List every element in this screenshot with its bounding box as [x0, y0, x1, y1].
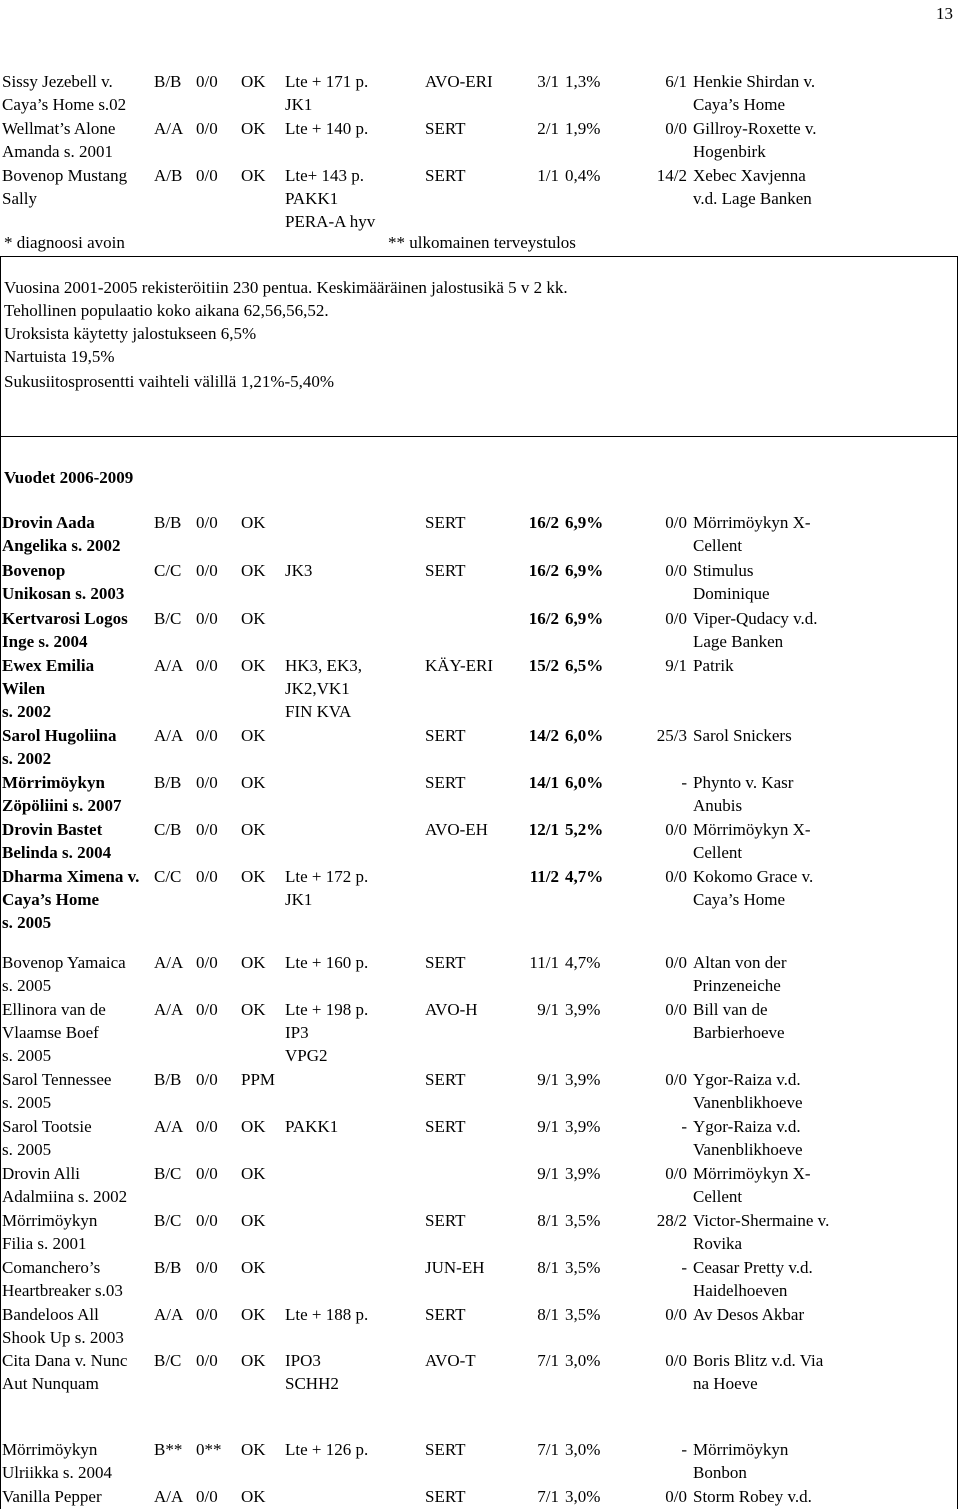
- cell-hips: B/B: [154, 1070, 182, 1089]
- table-row: [0, 70, 958, 117]
- cell-title: SERT: [425, 773, 466, 792]
- cell-eyes: OK: [241, 1351, 266, 1370]
- cell-litter: 0/0: [665, 561, 687, 580]
- cell-sire: Stimulus Dominique: [693, 561, 770, 603]
- table-row: [0, 951, 958, 998]
- table-row: [0, 1349, 958, 1419]
- cell-coi: 0,4%: [565, 166, 601, 185]
- cell-sire: Boris Blitz v.d. Via na Hoeve: [693, 1351, 824, 1393]
- cell-elbows: 0/0: [196, 1351, 218, 1370]
- cell-name: Sarol Tennessee s. 2005: [2, 1070, 112, 1112]
- cell-hips: A/A: [154, 1000, 184, 1019]
- cell-sire: Altan von der Prinzeneiche: [693, 953, 787, 995]
- cell-other: [283, 818, 423, 865]
- summary-rule-right: [957, 256, 958, 436]
- cell-elbows: 0/0: [196, 1164, 218, 1183]
- cell-offspring: 9/1: [537, 1070, 559, 1089]
- section-heading: Vuodet 2006-2009: [4, 468, 134, 487]
- cell-litter: 0/0: [665, 513, 687, 532]
- cell-eyes: OK: [241, 1258, 266, 1277]
- summary-line-1: Vuosina 2001-2005 rekisteröitiin 230 pentua. Keskimääräinen jalostusikä 5 v 2 kk.: [4, 278, 568, 297]
- cell-sire: Mörrimöykyn X- Cellent: [693, 1164, 811, 1206]
- heading-rule-top: [0, 436, 958, 437]
- cell-litter: 6/1: [665, 72, 687, 91]
- cell-other: PAKK1: [285, 1117, 339, 1136]
- cell-sire: Ygor-Raiza v.d. Vanenblikhoeve: [693, 1070, 803, 1112]
- summary-line-2: Tehollinen populaatio koko aikana 62,56,56,52.: [4, 301, 329, 320]
- cell-coi: 4,7%: [565, 867, 604, 886]
- cell-title: SERT: [425, 1070, 466, 1089]
- cell-offspring: 11/1: [529, 953, 559, 972]
- cell-other: Lte + 172 p. JK1: [285, 867, 369, 909]
- cell-litter: -: [681, 1258, 687, 1277]
- cell-coi: 3,5%: [565, 1258, 601, 1277]
- cell-coi: 4,7%: [565, 953, 601, 972]
- cell-litter: -: [681, 773, 687, 792]
- cell-eyes: OK: [241, 1305, 266, 1324]
- cell-coi: 3,9%: [565, 1164, 601, 1183]
- cell-hips: C/C: [154, 561, 182, 580]
- cell-name: Sissy Jezebell v. Caya’s Home s.02: [2, 72, 127, 114]
- cell-elbows: 0/0: [196, 656, 218, 675]
- cell-name: Drovin Aada Angelika s. 2002: [2, 513, 121, 555]
- cell-litter: 25/3: [656, 726, 687, 745]
- cell-title: [423, 607, 511, 654]
- footnote-right: ** ulkomainen terveystulos: [388, 233, 576, 252]
- cell-name: Sarol Hugoliina s. 2002: [2, 726, 117, 768]
- table-row: [0, 771, 958, 818]
- summary-line-3: Uroksista käytetty jalostukseen 6,5%: [4, 324, 257, 343]
- cell-hips: B/B: [154, 1258, 182, 1277]
- cell-sire: Victor-Shermaine v. Rovika: [693, 1211, 830, 1253]
- cell-eyes: OK: [241, 1211, 266, 1230]
- cell-litter: -: [681, 1117, 687, 1136]
- cell-sire: Mörrimöykyn X- Cellent: [693, 820, 811, 862]
- cell-coi: 3,9%: [565, 1117, 601, 1136]
- cell-title: [423, 865, 511, 935]
- cell-litter: 0/0: [665, 953, 687, 972]
- cell-elbows: 0/0: [196, 1211, 218, 1230]
- footnote-left: * diagnoosi avoin: [4, 233, 125, 252]
- cell-hips: C/B: [154, 820, 182, 839]
- table-row: [0, 998, 958, 1068]
- cell-other: [283, 1485, 423, 1508]
- cell-name: Bovenop Yamaica s. 2005: [2, 953, 126, 995]
- cell-offspring: 1/1: [537, 166, 559, 185]
- cell-elbows: 0/0: [196, 1487, 218, 1506]
- cell-coi: 3,0%: [565, 1440, 601, 1459]
- cell-other: Lte + 160 p.: [285, 953, 369, 972]
- summary-rule-left: [0, 256, 1, 436]
- cell-hips: A/B: [154, 166, 183, 185]
- cell-name: Kertvarosi Logos Inge s. 2004: [2, 609, 128, 651]
- cell-other: [283, 511, 423, 559]
- cell-other: Lte + 188 p.: [285, 1305, 369, 1324]
- cell-sire: Av Desos Akbar: [693, 1305, 805, 1324]
- cell-offspring: 7/1: [537, 1487, 559, 1506]
- cell-title: SERT: [425, 1211, 466, 1230]
- cell-elbows: 0/0: [196, 119, 218, 138]
- cell-sire: Gillroy-Roxette v. Hogenbirk: [693, 119, 817, 161]
- table-row: [0, 1209, 958, 1256]
- cell-eyes: OK: [241, 561, 266, 580]
- cell-coi: 3,0%: [565, 1487, 601, 1506]
- table-row: [0, 654, 958, 724]
- cell-sire: Ceasar Pretty v.d. Haidelhoeven: [693, 1258, 813, 1300]
- cell-coi: 6,0%: [565, 773, 604, 792]
- cell-hips: A/A: [154, 119, 184, 138]
- table-row: [0, 1485, 958, 1508]
- cell-litter: 0/0: [665, 1000, 687, 1019]
- cell-coi: 3,0%: [565, 1351, 601, 1370]
- cell-coi: 3,5%: [565, 1211, 601, 1230]
- cell-name: Bovenop Mustang Sally: [2, 166, 128, 208]
- cell-elbows: 0/0: [196, 820, 218, 839]
- cell-other: JK3: [285, 561, 313, 580]
- cell-eyes: OK: [241, 1117, 266, 1136]
- cell-elbows: 0**: [196, 1440, 222, 1459]
- cell-eyes: OK: [241, 1487, 266, 1506]
- cell-eyes: OK: [241, 609, 266, 628]
- cell-hips: B/B: [154, 513, 182, 532]
- cell-name: Ewex Emilia Wilen s. 2002: [2, 656, 95, 721]
- cell-offspring: 14/1: [528, 773, 559, 792]
- cell-name: Bandeloos All Shook Up s. 2003: [2, 1305, 124, 1347]
- cell-hips: B**: [154, 1440, 183, 1459]
- cell-name: Dharma Ximena v. Caya’s Home s. 2005: [2, 867, 140, 932]
- cell-offspring: 16/2: [528, 609, 559, 628]
- cell-eyes: OK: [241, 820, 266, 839]
- cell-other: [283, 607, 423, 654]
- cell-name: Drovin Bastet Belinda s. 2004: [2, 820, 112, 862]
- cell-eyes: OK: [241, 119, 266, 138]
- cell-offspring: 7/1: [537, 1440, 559, 1459]
- cell-coi: 1,3%: [565, 72, 601, 91]
- cell-litter: 9/1: [665, 656, 687, 675]
- table-row: [0, 1438, 958, 1485]
- cell-offspring: 3/1: [537, 72, 559, 91]
- cell-title: SERT: [425, 1487, 466, 1506]
- cell-hips: B/B: [154, 72, 182, 91]
- cell-elbows: 0/0: [196, 953, 218, 972]
- cell-title: SERT: [425, 1117, 466, 1136]
- cell-hips: B/C: [154, 1351, 182, 1370]
- cell-elbows: 0/0: [196, 1000, 218, 1019]
- summary-line-4: Nartuista 19,5%: [4, 347, 115, 366]
- cell-elbows: 0/0: [196, 72, 218, 91]
- table-row: [0, 164, 958, 233]
- cell-eyes: OK: [241, 953, 266, 972]
- cell-other: Lte + 198 p. IP3 VPG2: [285, 1000, 369, 1065]
- cell-sire: Sarol Snickers: [693, 726, 792, 745]
- cell-sire: Xebec Xavjenna v.d. Lage Banken: [693, 166, 812, 208]
- cell-eyes: OK: [241, 1000, 266, 1019]
- cell-other: [283, 1256, 423, 1303]
- cell-title: AVO-ERI: [425, 72, 493, 91]
- table-row: [0, 1068, 958, 1115]
- cell-coi: 6,9%: [565, 609, 604, 628]
- cell-name: Bovenop Unikosan s. 2003: [2, 561, 125, 603]
- cell-coi: 3,9%: [565, 1070, 601, 1089]
- cell-offspring: 8/1: [537, 1211, 559, 1230]
- table-row: [0, 511, 958, 559]
- cell-eyes: OK: [241, 72, 266, 91]
- cell-elbows: 0/0: [196, 867, 218, 886]
- cell-title: SERT: [425, 561, 466, 580]
- cell-title: SERT: [425, 119, 466, 138]
- cell-litter: -: [681, 1440, 687, 1459]
- cell-eyes: OK: [241, 726, 266, 745]
- cell-other: [283, 1162, 423, 1209]
- cell-offspring: 9/1: [537, 1000, 559, 1019]
- summary-line-5: Sukusiitosprosentti vaihteli välillä 1,21%-5,40%: [4, 372, 335, 391]
- cell-eyes: OK: [241, 513, 266, 532]
- cell-sire: Mörrimöykyn X- Cellent: [693, 513, 811, 555]
- cell-other: Lte + 126 p.: [285, 1440, 369, 1459]
- cell-title: SERT: [425, 166, 466, 185]
- cell-title: SERT: [425, 953, 466, 972]
- cell-elbows: 0/0: [196, 609, 218, 628]
- table-row: [0, 1115, 958, 1162]
- table-row: [0, 1303, 958, 1349]
- cell-litter: 28/2: [656, 1211, 687, 1230]
- cell-litter: 0/0: [665, 1305, 687, 1324]
- cell-eyes: OK: [241, 1164, 266, 1183]
- cell-title: AVO-EH: [425, 820, 488, 839]
- cell-hips: A/A: [154, 726, 184, 745]
- cell-hips: B/C: [154, 1211, 182, 1230]
- cell-title: [423, 1162, 511, 1209]
- cell-title: AVO-H: [425, 1000, 478, 1019]
- cell-litter: 0/0: [665, 867, 687, 886]
- cell-hips: A/A: [154, 656, 184, 675]
- cell-elbows: 0/0: [196, 1117, 218, 1136]
- cell-title: KÄY-ERI: [425, 656, 493, 675]
- cell-litter: 0/0: [665, 1070, 687, 1089]
- table-row: [0, 1256, 958, 1303]
- cell-other: Lte+ 143 p. PAKK1 PERA-A hyv: [285, 166, 376, 231]
- cell-litter: 0/0: [665, 1351, 687, 1370]
- cell-coi: 6,0%: [565, 726, 604, 745]
- cell-other: [283, 771, 423, 818]
- cell-elbows: 0/0: [196, 1305, 218, 1324]
- normal-table: [0, 951, 958, 1419]
- cell-title: AVO-T: [425, 1351, 476, 1370]
- cell-coi: 1,9%: [565, 119, 601, 138]
- cell-title: SERT: [425, 1440, 466, 1459]
- page-number: 13: [936, 4, 953, 23]
- cell-offspring: 11/2: [529, 867, 559, 886]
- cell-name: Sarol Tootsie s. 2005: [2, 1117, 92, 1159]
- cell-elbows: 0/0: [196, 1258, 218, 1277]
- cell-name: Mörrimöykyn Filia s. 2001: [2, 1211, 98, 1253]
- cell-offspring: 12/1: [528, 820, 559, 839]
- cell-other: Lte + 171 p. JK1: [285, 72, 369, 114]
- cell-hips: A/A: [154, 1305, 184, 1324]
- table-row: [0, 724, 958, 771]
- cell-name: Mörrimöykyn Zöpöliini s. 2007: [2, 773, 122, 815]
- cell-offspring: 15/2: [528, 656, 559, 675]
- table-row: [0, 1162, 958, 1209]
- cell-eyes: OK: [241, 1440, 266, 1459]
- cell-elbows: 0/0: [196, 561, 218, 580]
- cell-coi: 5,2%: [565, 820, 604, 839]
- cell-elbows: 0/0: [196, 1070, 218, 1089]
- cell-name: Cita Dana v. Nunc Aut Nunquam: [2, 1351, 128, 1393]
- cell-coi: 6,5%: [565, 656, 604, 675]
- cell-hips: B/B: [154, 773, 182, 792]
- table-row: [0, 559, 958, 607]
- table-row: [0, 818, 958, 865]
- cell-other: HK3, EK3, JK2,VK1 FIN KVA: [285, 656, 362, 721]
- cell-other: IPO3 SCHH2: [285, 1351, 339, 1393]
- cell-eyes: OK: [241, 166, 266, 185]
- cell-coi: 3,5%: [565, 1305, 601, 1324]
- table-row: [0, 865, 958, 935]
- cell-name: Ellinora van de Vlaamse Boef s. 2005: [2, 1000, 106, 1065]
- cell-name: Wellmat’s Alone Amanda s. 2001: [2, 119, 116, 161]
- cell-elbows: 0/0: [196, 513, 218, 532]
- cell-name: Mörrimöykyn Ulriikka s. 2004: [2, 1440, 113, 1482]
- cell-litter: 0/0: [665, 119, 687, 138]
- cell-hips: A/A: [154, 1487, 184, 1506]
- cell-offspring: 9/1: [537, 1164, 559, 1183]
- cell-title: JUN-EH: [425, 1258, 485, 1277]
- last-table: [0, 1438, 958, 1508]
- cell-eyes: PPM: [241, 1070, 276, 1089]
- cell-offspring: 2/1: [537, 119, 559, 138]
- cell-sire: Mörrimöykyn Bonbon: [693, 1440, 789, 1482]
- cell-elbows: 0/0: [196, 773, 218, 792]
- cell-hips: B/C: [154, 609, 182, 628]
- cell-offspring: 8/1: [537, 1305, 559, 1324]
- cell-title: SERT: [425, 726, 466, 745]
- cell-litter: 0/0: [665, 609, 687, 628]
- cell-hips: B/C: [154, 1164, 182, 1183]
- cell-coi: 6,9%: [565, 561, 604, 580]
- cell-sire: Bill van de Barbierhoeve: [693, 1000, 785, 1042]
- cell-sire: Phynto v. Kasr Anubis: [693, 773, 794, 815]
- cell-elbows: 0/0: [196, 726, 218, 745]
- cell-name: Comanchero’s Heartbreaker s.03: [2, 1258, 123, 1300]
- cell-elbows: 0/0: [196, 166, 218, 185]
- cell-hips: A/A: [154, 953, 184, 972]
- cell-sire: Viper-Qudacy v.d. Lage Banken: [693, 609, 818, 651]
- cell-title: SERT: [425, 1305, 466, 1324]
- table-row: [0, 607, 958, 654]
- cell-name: Drovin Alli Adalmiina s. 2002: [2, 1164, 128, 1206]
- cell-other: [283, 724, 423, 771]
- cell-offspring: 16/2: [528, 513, 559, 532]
- cell-offspring: 9/1: [537, 1117, 559, 1136]
- cell-hips: C/C: [154, 867, 182, 886]
- cell-coi: 6,9%: [565, 513, 604, 532]
- cell-other: [283, 1068, 423, 1115]
- cell-eyes: OK: [241, 773, 266, 792]
- cell-litter: 0/0: [665, 820, 687, 839]
- cell-eyes: OK: [241, 867, 266, 886]
- cell-eyes: OK: [241, 656, 266, 675]
- cell-title: SERT: [425, 513, 466, 532]
- table-row: [0, 117, 958, 164]
- cell-sire: Storm Robey v.d.: [693, 1487, 812, 1506]
- summary-rule-top: [0, 256, 958, 257]
- cell-name: Vanilla Pepper: [2, 1487, 102, 1506]
- cell-litter: 0/0: [665, 1164, 687, 1183]
- cell-coi: 3,9%: [565, 1000, 601, 1019]
- bold-table: [0, 511, 958, 935]
- cell-offspring: 14/2: [528, 726, 559, 745]
- cell-offspring: 16/2: [528, 561, 559, 580]
- cell-other: Lte + 140 p.: [285, 119, 369, 138]
- cell-sire: Ygor-Raiza v.d. Vanenblikhoeve: [693, 1117, 803, 1159]
- cell-offspring: 8/1: [537, 1258, 559, 1277]
- cell-sire: Henkie Shirdan v. Caya’s Home: [693, 72, 816, 114]
- cell-other: [283, 1209, 423, 1256]
- cell-litter: 14/2: [656, 166, 687, 185]
- cell-sire: Patrik: [693, 656, 734, 675]
- cell-offspring: 7/1: [537, 1351, 559, 1370]
- cell-sire: Kokomo Grace v. Caya’s Home: [693, 867, 814, 909]
- cell-litter: 0/0: [665, 1487, 687, 1506]
- top-table: [0, 70, 958, 233]
- cell-hips: A/A: [154, 1117, 184, 1136]
